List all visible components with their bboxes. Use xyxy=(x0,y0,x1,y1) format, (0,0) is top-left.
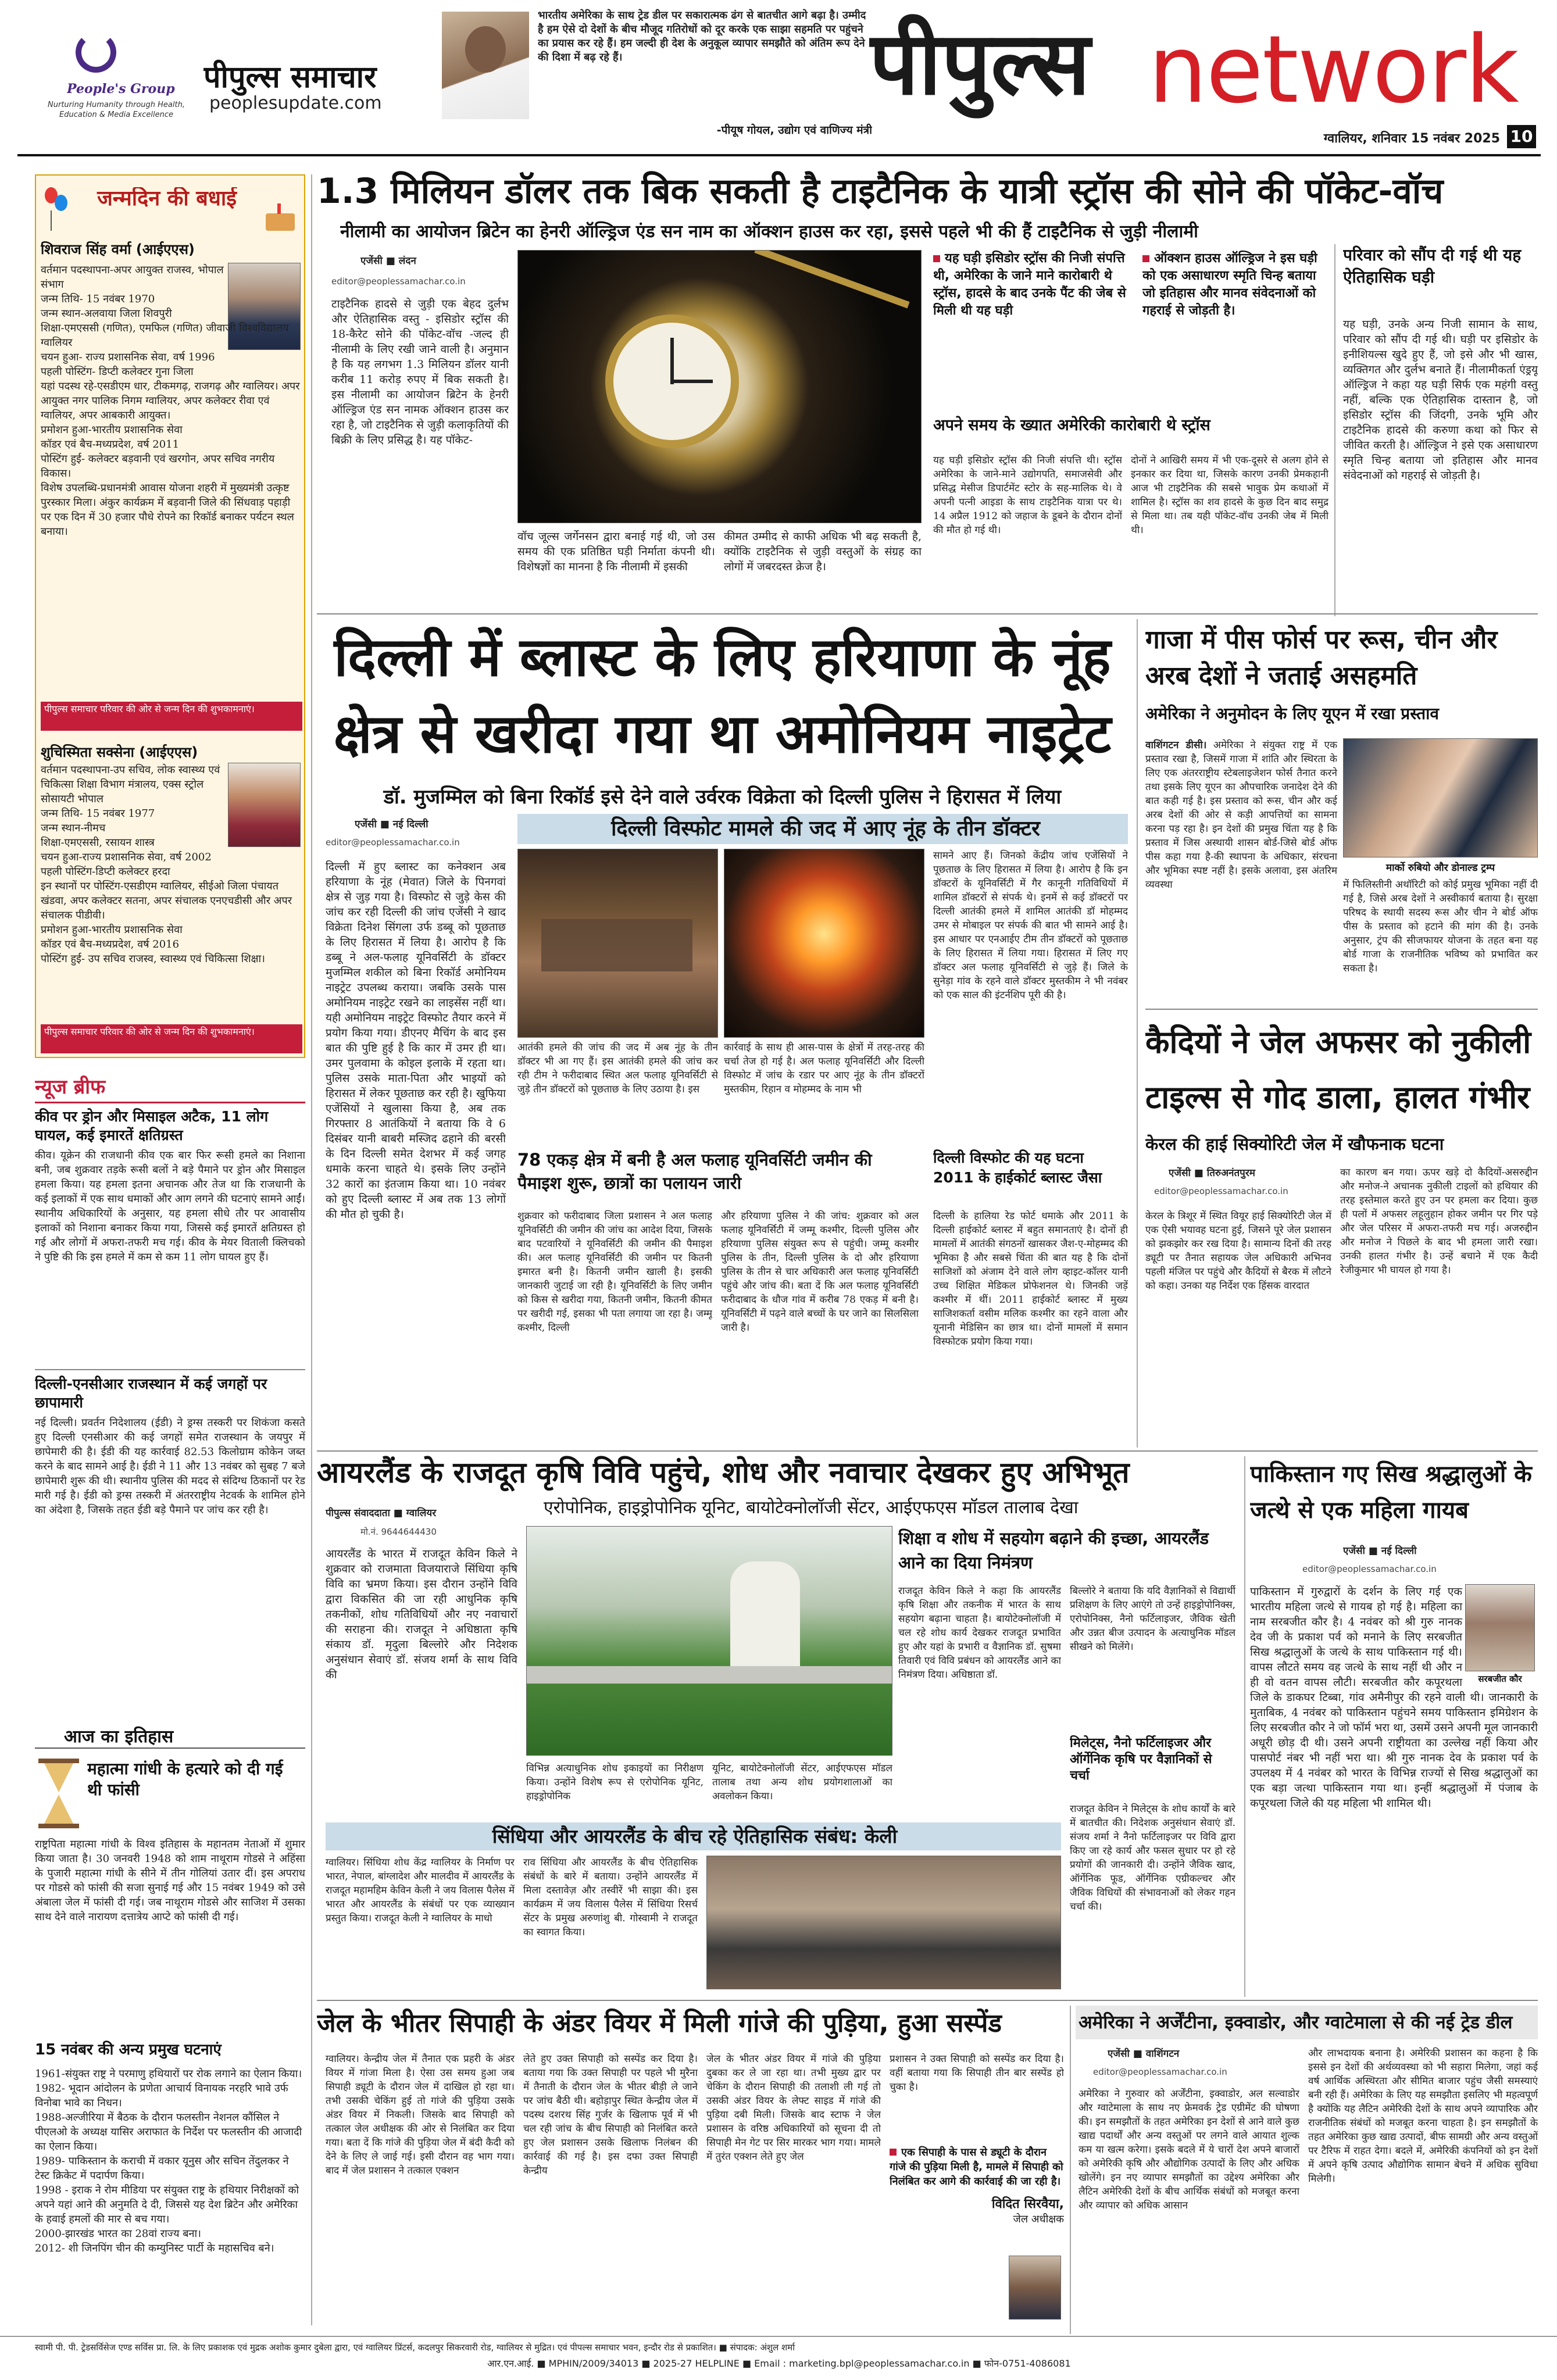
quote-author: -पीयूष गोयल, उद्योग एवं वाणिज्य मंत्री xyxy=(716,124,872,137)
divider xyxy=(1334,244,1335,616)
minister-quote: भारतीय अमेरिका के साथ ट्रेड डील पर सकारात्मक ढंग से बातचीत आगे बढ़ा है। उम्मीद है हम ऐसे दो देशों के बीच मौजूद गतिरोधों को दूर करके एक साझा सहमति पर पहुंचने का प्रयास कर रहे हैं। हम जल्दी ही देश के अनुकूल व्यापार समझौते को अंतिम रूप देने की दिशा में बढ़ रहे हैं। xyxy=(538,9,866,63)
pakistan-body xyxy=(1250,1584,1538,1997)
minister-photo xyxy=(442,12,529,119)
person1-bio-line: जन्म स्थान-अलवाया जिला शिवपुरी xyxy=(41,308,172,320)
bullet-icon xyxy=(890,2149,897,2156)
delhi-byline: एजेंसी ■ नई दिल्ली xyxy=(355,819,428,830)
person1-wish: पीपुल्स समाचार परिवार की ओर से जन्म दिन की शुभकामनाएं। xyxy=(41,702,302,731)
brief2-headline: दिल्ली-एनसीआर राजस्थान में कई जगहों पर छापामारी xyxy=(35,1375,267,1411)
divider xyxy=(35,1369,305,1370)
delhi-box-headline: दिल्ली विस्फोट मामले की जद में आए नूंह के तीन डॉक्टर xyxy=(611,817,1040,841)
ireland-sub2-col2: राव सिंधिया और आयरलैंड के बीच ऐतिहासिक संबंधों के बारे में बताया। उन्होंने आयरलैंड में मिला दस्तावेज़ और तस्वीरें भी साझा की। इस कार्यक्रम में जय विलास पैलेस में सिंधिया रिसर्च सेंटर के प्रमुख अरुणांशु बी. गोस्वामी ने राजदूत का स्वागत किया। xyxy=(523,1857,698,1938)
event-item: 2012- शी जिनपिंग चीन की कम्युनिस्ट पार्टी के महासचिव बने। xyxy=(35,2242,274,2254)
gaza-subhead: अमेरिका ने अनुमोदन के लिए यूएन में रखा प्रस्ताव xyxy=(1145,704,1439,723)
titanic-callout-1 xyxy=(933,250,1131,395)
person2-bio-line: इन स्थानों पर पोस्टिंग-एसडीएम ग्वालियर, सीईओ जिला पंचायत खंडवा, अपर कलेक्टर सतना, अपर संचालक एनएचडीसी और अपर संचालक पीडीवी। xyxy=(41,880,292,921)
trade-headline: अमेरिका ने अर्जेंटीना, इक्वाडोर, और ग्वाटेमाला से की नई ट्रेड डील xyxy=(1079,2012,1513,2033)
person2-name: शुचिस्मिता सक्सेना (आईएएस) xyxy=(41,744,198,760)
person1-bio-line: विशेष उपलब्धि-प्रधानमंत्री आवास योजना शहरी में मुख्यमंत्री उत्कृष्ट पुरस्कार मिला। अंकुर कार्यक्रम में बड़वानी जिले की सिंधवाड़ पहाड़ी पर एक दिन में 30 हजार पौधे रोपने का रिकॉर्ड बनाकर पर्यटन स्थल बनाया। xyxy=(41,482,294,538)
gaza-body-1 xyxy=(1145,738,1337,1003)
titanic-body-col3: कीमत उम्मीद से काफी अधिक भी बढ़ सकती है, क्योंकि टाइटैनिक से जुड़ी वस्तुओं के संग्रह का लोगों में जबरदस्त क्रेज है। xyxy=(724,530,922,573)
titanic-subhead: नीलामी का आयोजन ब्रिटेन का हेनरी ऑल्ड्रिज एंड सन नाम का ऑक्शन हाउस कर रहा, इससे पहले भी की हैं टाइटैनिक से जुड़ी नीलामी xyxy=(340,221,1198,242)
history-body: राष्ट्रपिता महात्मा गांधी के विश्व इतिहास के महानतम नेताओं में शुमार किया जाता है। 30 जनवरी 1948 को शाम नाथूराम गोडसे ने अहिंसा के पुजारी महात्मा गांधी के सीने में तीन गोलियां उतार दीं। इस अपराध पर गोडसे को फांसी की सजा सुनाई गई और 15 नवंबर 1949 को उसे अंबाला जेल में फांसी दी गई। जब नाथूराम गोडसे और साजिश में उसका साथ देने वाले नारायण दत्तात्रेय आप्टे को फांसी दी गई। xyxy=(35,1838,305,1923)
bullet-icon xyxy=(933,255,940,262)
titanic-email: editor@peoplessamachar.co.in xyxy=(331,276,466,287)
divider xyxy=(1145,1009,1538,1010)
group-name: People's Group xyxy=(67,81,175,97)
sidebar xyxy=(35,174,305,2325)
person1-name: शिवराज सिंह वर्मा (आईएएस) xyxy=(41,241,195,258)
events-title: 15 नवंबर की अन्य प्रमुख घटनाएं xyxy=(35,2041,222,2059)
delhi-box-caption-1: आतंकी हमले की जांच की जद में अब नूंह के तीन डॉक्टर भी आ गए हैं। इस आतंकी हमले की जांच कर रही टीम ने फरीदाबाद स्थित अल फलाह यूनिवर्सिटी से जुड़े तीन डॉक्टरों को पूछताछ के लिए उठाया है। इस xyxy=(517,1042,718,1095)
person2-bio-line: जन्म तिथि- 15 नवंबर 1977 xyxy=(41,807,155,820)
person2-bio-line: चयन हुआ-राज्य प्रशासनिक सेवा, वर्ष 2002 xyxy=(41,851,212,863)
delhi-sub-col2: और हरियाणा पुलिस ने की जांच: शुक्रवार को अल फलाह यूनिवर्सिटी में जम्मू कश्मीर, दिल्ली पुलिस और हरियाणा पुलिस संयुक्त रूप से पहुंची। जम्मू कश्मीर पुलिस के तीन, दिल्ली पुलिस के दो और हरियाणा पुलिस के तीन से चार अधिकारी अल फलाह यूनिवर्सिटी पहुंचे और जांच की। बता दें कि अल फलाह यूनिवर्सिटी फरीदाबाद के धौज गांव में करीब 78 एकड़ में बनी है। यूनिवर्सिटी में पढ़ने वाले बच्चों के घर जाने का सिलसिला जारी है। xyxy=(721,1210,919,1334)
delhi-sub2-body: दिल्ली के हालिया रेड फोर्ट धमाके और 2011 के दिल्ली हाईकोर्ट ब्लास्ट में बहुत समानताएं है। दोनों ही मामलों में आतंकी संगठनों खासकर जैश-ए-मोहम्मद की भूमिका है और सबसे चिंता की बात यह है कि दोनों साजिशों को अंजाम देने वाले लोग व्हाइट-कॉलर यानी उच्च शिक्षित मेडिकल प्रोफेशनल थे। जिनकी जड़ें कश्मीर में थीं। 2011 हाईकोर्ट ब्लास्ट में मुख्य साजिशकर्ता वसीम मलिक कश्मीर का रहने वाला और यूनानी मेडिसिन का छात्र था। दोनों मामलों में समान विस्फोटक प्रयोग किया गया। xyxy=(933,1210,1128,1348)
ireland-sub1-headline: शिक्षा व शोध में सहयोग बढ़ाने की इच्छा, आयरलैंड आने का दिया निमंत्रण xyxy=(898,1528,1209,1573)
callout-text: यह घड़ी इसिडोर स्ट्रॉस की निजी संपत्ति थी, अमेरिका के जाने माने कारोबारी थे स्ट्रॉस, हादसे के बाद उनके पैंट की जेब से मिली थी यह घड़ी xyxy=(933,251,1126,318)
brief2-body: नई दिल्ली। प्रवर्तन निदेशालय (ईडी) ने ड्रग्स तस्करी पर शिकंजा कसते हुए दिल्ली एनसीआर की कई जगहों समेत राजस्थान के जयपुर में छापेमारी की है। ईडी की यह कार्रवाई 82.53 किलोग्राम कोकेन जब्त करने के बाद सामने आई है। ईडी ने 11 और 13 नवंबर को सुबह 7 बजे छापेमारी शुरू की थी। स्थानीय पुलिस की मदद से संदिग्ध ठिकानों पर रेड मारी गई है। ईडी को ड्रग्स तस्करी में अंतरराष्ट्रीय नेटवर्क के शामिल होने का अंदेशा है, जिसके तहत ईडी बड़े पैमाने पर जांच कर रही है। xyxy=(35,1417,305,1516)
brief1-headline: कीव पर ड्रोन और मिसाइल अटैक, 11 लोग घायल, कई इमारतें क्षतिग्रस्त xyxy=(35,1108,269,1143)
ireland-sub2-col1: ग्वालियर। सिंधिया शोध केंद्र ग्वालियर के निर्माण पर भारत, नेपाल, बांग्लादेश और मालदीव में आयरलैंड के राजदूत महामहिम केविन केली ने जय विलास पैलेस में भारत और आयरलैंड के संबंधों पर एक व्याख्यान प्रस्तुत किया। राजदूत केली ने ग्वालियर के माधो xyxy=(326,1857,515,1924)
titanic-callout-2 xyxy=(1142,250,1329,395)
blast-crowd-photo xyxy=(517,849,718,1038)
footer xyxy=(0,2336,1557,2380)
titanic-watch-photo xyxy=(517,250,922,523)
event-item: 2000-झारखंड भारत का 28वां राज्य बना। xyxy=(35,2228,201,2240)
divider xyxy=(317,1450,1538,1452)
person1-bio-line: शिक्षा-एमएससी (गणित), एमफिल (गणित) जीवाजी विश्वविद्यालय ग्वालियर xyxy=(41,322,289,349)
pakistan-body-text: पाकिस्तान में गुरुद्वारों के दर्शन के लिए गई एक भारतीय महिला जत्थे से गायब हो गई है। महिला का नाम सरबजीत कौर है। 4 नवंबर को श्री गुरु नानक देव जी के प्रकाश पर्व को मनाने के लिए सरबजीत सिख श्रद्धालुओं के जत्थे के साथ पाकिस्तान गई थी। वापस लौटते समय वह जत्थे के साथ नहीं थी और न ही वो वतन वापस लौटी। सरबजीत कौर कपूरथला जिले के डाकघर टिब्बा, गांव अमैनीपुर की रहने वाली थी। जानकारी के मुताबिक, 4 नवंबर को पाकिस्तान पहुंचने समय पाकिस्तान इमिग्रेशन के लिए सरबजीत कौर ने जो फॉर्म भरा था, उसमें उसने अपनी मूल जानकारी अधूरी छोड़ दी थी। उसने अपनी राष्ट्रीयता का उल्लेख नहीं किया और पासपोर्ट नंबर भी नहीं भरा था। श्री गुरु नानक देव के प्रकाश पर्व के उपलक्ष्य में 4 नवंबर को भारत के विभिन्न राज्यों से सिख श्रद्धालुओं का एक बड़ा जत्था पाकिस्तान गया था। इन्हीं श्रद्धालुओं में पंजाब के कपूरथला जिले की यह महिला भी शामिल थी। xyxy=(1250,1585,1538,1810)
titanic-sub2-headline: अपने समय के ख्यात अमेरिकी कारोबारी थे स्ट्रॉस xyxy=(933,416,1210,434)
person2-bio-line: पहली पोस्टिंग-डिप्टी कलेक्टर हरदा xyxy=(41,866,170,878)
ireland-subhead: एरोपोनिक, हाइड्रोपोनिक यूनिट, बायोटेक्नोलॉजी सेंटर, आईएफएस मॉडल तालाब देखा xyxy=(544,1498,1079,1518)
delhi-sub-col1: शुक्रवार को फरीदाबाद जिला प्रशासन ने अल फलाह यूनिवर्सिटी की जमीन की जांच का आदेश दिया, जिसके बाद पटवारियों ने यूनिवर्सिटी की जमीन की पैमाइश की। अल फलाह यूनिवर्सिटी की जमीन पर कितनी इमारत बनी है। कितनी जमीन खाली है। इसकी जानकारी जुटाई जा रही है। यूनिवर्सिटी के लिए जमीन को किस से खरीदा गया, कितनी जमीन, कितनी कीमत पर खरीदी गई, इसका भी पता लगाया जा रहा है। जम्मू कश्मीर, दिल्ली xyxy=(517,1210,712,1334)
person2-wish: पीपुल्स समाचार परिवार की ओर से जन्म दिन की शुभकामनाएं। xyxy=(41,1024,302,1053)
gaza-body-text: अमेरिका ने संयुक्त राष्ट्र में एक प्रस्ताव रखा है, जिसमें गाजा में शांति और स्थिरता के लिए एक अंतरराष्ट्रीय स्टेबलाइजेशन फोर्स तैनात करने तथा इसके लिए यूएन का औपचारिक जनादेश देने की बात कही गई है। इस प्रस्ताव को रूस, चीन और कई अरब देशों की ओर से कड़ी आपत्तियों का सामना करना पड़ रहा है। इन देशों की प्रमुख चिंता यह है कि प्रस्ताव में जिस अस्थायी शासन बोर्ड-जिसे बोर्ड ऑफ पीस कहा गया है-की स्थापना के अधिकार, संरचना और भूमिका स्पष्ट नहीं है। इसके अलावा, इस अंतरिम व्यवस्था xyxy=(1145,739,1337,891)
person1-bio-line: यहां पदस्थ रहे-एसडीएम धार, टीकमगढ़, राजगढ़ और ग्वालियर। अपर आयुक्त नगर पालिक निगम ग्वालियर, अपर कलेक्टर रीवा एवं ग्वालियर, अपर आबकारी आयुक्त। xyxy=(41,380,300,421)
trade-col2: और लाभदायक बनाना है। अमेरिकी प्रशासन का कहना है कि इससे इन देशों की अर्थव्यवस्था को भी सहारा मिलेगा, जहां कई वर्ष आर्थिक अस्थिरता और सीमित बाजार पहुंच जैसी समस्याएं बनी रही हैं। अमेरिका के लिए यह समझौता इसलिए भी महत्वपूर्ण है क्योंकि यह लैटिन अमेरिकी देशों के साथ अपने व्यापारिक और राजनीतिक संबंधों को मजबूत करना चाहता है। इन समझौतों के तहत अमेरिका कुछ खाद्य उत्पादों, बीफ सामग्री और अन्य वस्तुओं पर टैरिफ में राहत देगा। बदले में, अमेरिकी कंपनियों को इन देशों में अपने कृषि उत्पाद औद्योगिक सामान बेचने में अधिक सुविधा मिलेगी। xyxy=(1308,2047,1538,2185)
divider xyxy=(1070,2006,1071,2334)
ireland-headline: आयरलैंड के राजदूत कृषि विवि पहुंचे, शोध और नवाचार देखकर हुए अभिभूत xyxy=(317,1456,1130,1489)
kerala-email: editor@peoplessamachar.co.in xyxy=(1154,1186,1288,1196)
ireland-greenhouse-photo xyxy=(526,1526,892,1756)
news-brief-title: न्यूज ब्रीफ xyxy=(35,1073,305,1103)
titanic-body-col2: वॉच जूल्स जर्गेनसन द्वारा बनाई गई थी, जो उस समय की एक प्रतिष्ठित घड़ी निर्माता कंपनी थी। विशेषज्ञों का मानना है कि नीलामी में इसकी xyxy=(517,530,715,573)
jail-headline: जेल के भीतर सिपाही के अंडर वियर में मिली गांजे की पुड़िया, हुआ सस्पेंड xyxy=(317,2009,1002,2038)
delhi-headline: दिल्ली में ब्लास्ट के लिए हरियाणा के नूंह क्षेत्र से खरीदा गया था अमोनियम नाइट्रेट xyxy=(333,626,1112,765)
person2-bio-line: कॉडर एवं बैच-मध्यप्रदेश, वर्ष 2016 xyxy=(41,938,180,950)
ireland-sub2-headline: सिंधिया और आयरलैंड के बीच रहे ऐतिहासिक संबंध: केली xyxy=(492,1825,898,1847)
history-box xyxy=(35,1724,305,2325)
person1-bio-line: पहली पोस्टिंग- डिप्टी कलेक्टर गुना जिला xyxy=(41,366,194,378)
titanic-sub2-col1: यह घड़ी इसिडोर स्ट्रॉस की निजी संपत्ति थी। स्ट्रॉस अमेरिका के जाने-माने उद्योगपति, समाजसेवी और प्रसिद्ध मेसीज डिपार्टमेंट स्टोर के सह-मालिक थे। वे अपनी पत्नी आइडा के साथ टाइटैनिक यात्रा पर थे। 14 अप्रैल 1912 को जहाज के डूबने के दौरान दोनों की मौत हो गई थी। xyxy=(933,455,1122,536)
footer-line-1: स्वामी पी. पी. ट्रेडसर्विसेज एण्ड सर्विस प्रा. लि. के लिए प्रकाशक एवं मुद्रक अशोक कुमार दुबेला द्वारा, एवं ग्वालियर प्रिंटर्स, कदलपुर सिकरवारी रोड, ग्वालियर से मुद्रित। एवं पीपल्स समाचार भवन, इन्दौर रोड से प्रकाशित। ■ संपादक: अंशुल शर्मा xyxy=(35,2342,795,2353)
jail-superintendent-photo xyxy=(1009,2256,1061,2320)
ireland-sub3-headline: मिलेट्स, नैनो फर्टिलाइजर और ऑर्गेनिक कृषि पर वैज्ञानिकों से चर्चा xyxy=(1070,1736,1212,1783)
group-tagline: Nurturing Humanity through Health, Education & Media Excellence xyxy=(48,101,185,119)
jail-col4: प्रशासन ने उक्त सिपाही को सस्पेंड कर दिया है। वहीं बताया गया कि सिपाही तीन बार सस्पेंड हो चुका है। xyxy=(890,2053,1064,2093)
titanic-sub2-col2: दोनों ने आखिरी समय में भी एक-दूसरे से अलग होने से इनकार कर दिया था, जिसके कारण उनकी प्रेमकहानी आज भी टाइटैनिक की सबसे भावुक प्रेम कथाओं में शामिल है। स्ट्रॉस का शव हादसे के कुछ दिन बाद समुद्र से मिला था। तब यही पॉकेट-वॉच उनकी जेब में मिली थी। xyxy=(1131,455,1329,536)
person2-bio-line: शिक्षा-एमएससी, रसायन शास्त्र xyxy=(41,837,155,849)
ireland-lecture-photo xyxy=(706,1856,1061,1989)
person2-bio-line: जन्म स्थान-नीमच xyxy=(41,822,106,834)
paper-name: पीपुल्स समाचार xyxy=(203,60,377,95)
trade-col1: अमेरिका ने गुरुवार को अर्जेंटीना, इक्वाडोर, अल सल्वाडोर और ग्वाटेमाला के साथ नए फ्रेमवर्क ट्रेड एग्रीमेंट की घोषणा की। इन समझौतों के तहत अमेरिका इन देशों से आने वाले कुछ खाद्य पदार्थों और अन्य वस्तुओं पर लगने वाले आयात शुल्क कम या खत्म करेगा। इसके बदले में ये चारों देश अपने बाजारों को अमेरिकी कृषि और औद्योगिक उत्पादों के लिए और अधिक खोलेंगे। इन नए व्यापार समझौतों का उद्देश्य अमेरिका और लैटिन अमेरिकी देशों के बीच आर्थिक संबंधों को मजबूत करना और व्यापार को अधिक आसान xyxy=(1079,2088,1299,2211)
gaza-photo-caption: मार्को रुबियो और डोनाल्ड ट्रम्प xyxy=(1385,862,1495,874)
jail-quote: एक सिपाही के पास से ड्यूटी के दौरान गांजे की पुड़िया मिली है, मामले में सिपाही को निलंबित कर आगे की कार्रवाई की जा रही है। xyxy=(890,2146,1063,2188)
delhi-subhead: डॉ. मुजम्मिल को बिना रिकॉर्ड इसे देने वाले उर्वरक विक्रेता को दिल्ली पुलिस ने हिरासत में लिया xyxy=(383,785,1062,809)
delhi-box-caption-2: कार्रवाई के साथ ही आस-पास के क्षेत्रों में तरह-तरह की चर्चा तेज हो गई है। अल फलाह यूनिवर्सिटी और दिल्ली विस्फोट में जांच के रडार पर आए नूंह के तीन डॉक्टरों मुस्तकीम, रिहान व मोहम्मद के नाम भी xyxy=(724,1042,924,1095)
titanic-headline: 1.3 मिलियन डॉलर तक बिक सकती है टाइटैनिक के यात्री स्ट्रॉस की सोने की पॉकेट-वॉच xyxy=(317,171,1444,212)
kerala-byline: एजेंसी ■ तिरुअनंतपुरम xyxy=(1169,1167,1255,1179)
jail-col2: लेते हुए उक्त सिपाही को सस्पेंड कर दिया है। बताया गया कि उक्त सिपाही पर पहले भी मुरैना में तैनाती के दौरान जेल के भीतर बीड़ी ले जाने पर जांच बैठी थी। बहोड़ापुर स्थित केन्द्रीय जेल में पदस्थ दशरथ सिंह गुर्जर के खिलाफ पूर्व में भी चल रही जांच के बीच सिपाही को निलंबित करते हुए जेल प्रशासन उसके खिलाफ निलंबन की कार्रवाई की गई है। इस दफा उक्त सिपाही केन्द्रीय xyxy=(523,2053,698,2177)
event-item: 1988-अल्जीरिया में बैठक के दौरान फलस्तीन नेशनल कौंसिल ने पीएलओ के अध्यक्ष यासिर अराफात के निर्देश पर फलस्तीन की आजादी का ऐलान किया। xyxy=(35,2111,302,2153)
ireland-sub1-col2: बिल्लोरे ने बताया कि यदि वैज्ञानिकों से विद्यार्थी प्रशिक्षण के लिए आएंगे तो उन्हें हाइड्रोपोनिक्स, एरोपोनिक्स, नैनो फर्टिलाइजर, जैविक खेती और उन्नत बीज उत्पादन के अत्याधुनिक मॉडल सीखने को मिलेंगे। xyxy=(1070,1585,1235,1653)
titanic-side-body: यह घड़ी, उनके अन्य निजी सामान के साथ, परिवार को सौंप दी गई थी। घड़ी पर इसिडोर के इनीशियल्स खुदे हुए हैं, जो इसे और भी खास, व्यक्तिगत और दुर्लभ बनाते हैं। नीलामीकर्ता एंड्रयू ऑल्ड्रिज ने कहा यह घड़ी सिर्फ एक महंगी वस्तु नहीं, बल्कि एक ऐतिहासिक दास्तान है, जो इसिडोर स्ट्रॉस की जिंदगी, उनके भूमि और टाइटैनिक हादसे की करुणा कथा को फिर से जीवित करती है। ऑल्ड्रिज ने इसे एक असाधारण स्मृति चिन्ह बताया जो इतिहास और मानव संवेदनाओं को गहराई से जोड़ती है। xyxy=(1343,318,1538,482)
delhi-body: दिल्ली में हुए ब्लास्ट का कनेक्शन अब हरियाणा के नूंह (मेवात) जिले के पिनगवां क्षेत्र से जुड़ गया है। विस्फोट से जुड़े केस की जांच कर रही दिल्ली की जांच एजेंसी ने खाद विक्रेता दिनेश सिंगला उर्फ डब्बू को पूछताछ के लिए हिरासत में लिया है। आरोप है कि डब्बू ने अल-फलाह यूनिवर्सिटी के डॉक्टर मुजम्मिल शकील को बिना रिकॉर्ड अमोनियम नाइट्रेट उपलब्ध कराया। जबकि उसके पास अमोनियम नाइट्रेट रखने का लाइसेंस नहीं था। यही अमोनियम नाइट्रेट विस्फोट तैयार करने में प्रयोग किया गया। डीएनए मैचिंग के बाद इस बात की पुष्टि हुई है कि कार में उमर ही था। उमर पुलवामा के कोइल इलाके में रहता था। पुलिस उसके माता-पिता और भाइयों को हिरासत में लेकर पूछताछ कर रही है। खुफिया एजेंसियों ने खुलासा किया है, अब तक गिरफ्तार 8 आतंकियों ने बताया कि वे 6 दिसंबर यानी बाबरी मस्जिद ढहाने की बरसी के दिन दिल्ली समेत देशभर में कई जगह धमाके करना चाहते थे। इसके लिए उन्होंने 32 कारों का इंतजाम किया था। 10 नवंबर को हुए दिल्ली ब्लास्ट में अब तक 13 लोगों की मौत हो चुकी है। xyxy=(326,860,506,1221)
network-latin: network xyxy=(1148,20,1518,124)
rubio-trump-photo xyxy=(1343,738,1538,857)
footer-line-2: आर.एन.आई. ■ MPHIN/2009/34013 ■ 2025-27 HELPLINE ■ Email : marketing.bpl@peoplessamachar.co.in ■ फोन-0751-4086081 xyxy=(487,2358,1071,2369)
person1-bio-line: प्रमोशन हुआ-भारतीय प्रशासनिक सेवा xyxy=(41,424,183,436)
kerala-headline: कैदियों ने जेल अफसर को नुकीली टाइल्स से गोद डाला, हालत गंभीर xyxy=(1145,1024,1531,1116)
person1-bio-line: चयन हुआ- राज्य प्रशासनिक सेवा, वर्ष 1996 xyxy=(41,351,215,363)
titanic-byline: एजेंसी ■ लंदन xyxy=(360,255,416,267)
ireland-body: आयरलैंड के भारत में राजदूत केविन किले ने शुक्रवार को राजमाता विजयाराजे सिंधिया कृषि विवि का भ्रमण किया। इस दौरान उन्होंने विवि द्वारा विकसित की जा रही आधुनिक कृषि तकनीकों, शोध गतिविधियों और नए नवाचारों की सराहना की। राजदूत ने अधिष्ठाता कृषि संकाय डॉ. मृदुला बिल्लोरे और निदेशक अनुसंधान सेवाएं डॉ. संजय शर्मा के साथ विवि की xyxy=(326,1548,517,1681)
person1-bio-line: कॉडर एवं बैच-मध्यप्रदेश, वर्ष 2011 xyxy=(41,438,180,451)
history-headline: महात्मा गांधी के हत्यारे को दी गई थी फांसी xyxy=(87,1759,283,1799)
trade-email: editor@peoplessamachar.co.in xyxy=(1093,2067,1227,2077)
delhi-box-right: सामने आए हैं। जिनको केंद्रीय जांच एजेंसियों ने पूछताछ के लिए हिरासत में लिया है। आरोप है कि इन डॉक्टरों के यूनिवर्सिटी में गैर कानूनी गतिविधियों में शामिल डॉक्टरों से संपर्क थे। इनमें से कई डॉक्टरों पर दिल्ली आतंकी हमले में शामिल आतंकी डॉ मोहम्मद उमर से मोबाइल पर संपर्क की बात भी सामने आई है। इस आधार पर एनआईए टीम तीन डॉक्टरों को पूछताछ के लिए हिरासत में लिया गया। हिरासत में लिए गए डॉक्टर अल फलाह यूनिवर्सिटी से जुड़े हैं। जिले के सुनेड़ा गांव के रहने वाले डॉक्टर मुस्तकीम ने भी नवंबर को एक साल की इंटर्नशिप पूरी की है। xyxy=(933,850,1128,1001)
event-item: 1989- पाकिस्तान के कराची में वकार यूनुस और सचिन तेंदुलकर ने टेस्ट क्रिकेट में पदार्पण किया। xyxy=(35,2155,289,2182)
event-item: 1982- भूदान आंदोलन के प्रणेता आचार्य विनायक नरहरि भावे उर्फ विनोबा भावे का निधन। xyxy=(35,2082,288,2109)
jail-col1b-text: गई। इसी दौरान वह भाग गया। बाद में जेल प्रशासन ने तत्काल एक्शन xyxy=(326,2151,515,2177)
gaza-headline: गाजा में पीस फोर्स पर रूस, चीन और अरब देशों ने जताई असहमति xyxy=(1145,625,1498,691)
ireland-photo-caption-2: यूनिट, बायोटेक्नोलॉजी सेंटर, आईएफएस मॉडल तालाब तथा अन्य शोध प्रयोगशालाओं का अवलोकन किया। xyxy=(712,1763,892,1802)
jail-quote-role: जेल अधीक्षक xyxy=(1013,2213,1064,2225)
pakistan-photo-caption: सरबजीत कौर xyxy=(1478,1674,1522,1684)
page-number: 10 xyxy=(1507,125,1536,148)
divider xyxy=(317,613,1538,614)
divider xyxy=(1137,619,1138,1448)
birthday-box xyxy=(35,174,305,1058)
titanic-side-headline: परिवार को सौंप दी गई थी यह ऐतिहासिक घड़ी xyxy=(1343,245,1522,287)
history-title: आज का इतिहास xyxy=(35,1724,305,1749)
delhi-sub-headline: 78 एकड़ क्षेत्र में बनी है अल फलाह यूनिवर्सिटी जमीन की पैमाइश शुरू, छात्रों का पलायन जारी xyxy=(517,1150,872,1193)
hourglass-icon xyxy=(38,1759,79,1828)
person2-bio xyxy=(41,763,302,1019)
pakistan-email: editor@peoplessamachar.co.in xyxy=(1302,1564,1437,1574)
trade-byline: एजेंसी ■ वाशिंगटन xyxy=(1108,2048,1180,2060)
edition-date: ग्वालियर, शनिवार 15 नवंबर 2025 xyxy=(1323,131,1500,146)
person1-bio-line: पोस्टिंग हुई- कलेक्टर बड़वानी एवं खरगोन, अपर सचिव नगरीय विकास। xyxy=(41,453,275,480)
pakistan-headline: पाकिस्तान गए सिख श्रद्धालुओं के जत्थे से एक महिला गायब xyxy=(1250,1461,1532,1524)
event-item: 1961-संयुक्त राष्ट्र ने परमाणु हथियारों पर रोक लगाने का ऐलान किया। xyxy=(35,2068,302,2080)
blast-fire-photo xyxy=(724,849,924,1038)
person1-bio-line: वर्तमान पदस्थापना-अपर आयुक्त राजस्व, भोपाल संभाग xyxy=(41,264,224,291)
cake-icon xyxy=(263,199,298,231)
pakistan-byline: एजेंसी ■ नई दिल्ली xyxy=(1343,1545,1417,1557)
person1-bio xyxy=(41,263,302,745)
sidebar-divider xyxy=(311,174,312,2325)
balloons-icon xyxy=(42,184,71,231)
person2-bio-line: प्रमोशन हुआ-भारतीय प्रशासनिक सेवा xyxy=(41,924,183,936)
kerala-body-2: का कारण बन गया। ऊपर खड़े दो कैदियों-असरुद्दीन और मनोज-ने अचानक नुकीली टाइलों को हथियार की तरह इस्तेमाल करते हुए उन पर हमला कर दिया। कुछ ही पलों में अफसर लहूलुहान होकर जमीन पर गिर पड़े और जेल परिसर में अफरा-तफरी मच गई। अजरुद्दीन और मनोज ने पिछले के बाद भी हमला जारी रखा। उनकी हालत गंभीर है। उन्हें बचाने में एक कैदी रेजीकुमार भी घायल हो गया है। xyxy=(1340,1167,1538,1276)
ireland-sub3-body: राजदूत केविन ने मिलेट्स के शोध कार्यों के बारे में बातचीत की। निदेशक अनुसंधान सेवाएं डॉ. संजय शर्मा ने नैनो फर्टिलाइजर पर विवि द्वारा किए जा रहे कार्य और फसल सुधार पर हो रहे प्रयोगों की जानकारी दी। उन्होंने जैविक खाद, ऑर्गेनिक फूड, ऑर्गेनिक एग्रीकल्चर और जैविक विधियों की संभावनाओं को लेकर गहन चर्चा की। xyxy=(1070,1803,1235,1913)
divider xyxy=(1244,1456,1245,1997)
paper-url: peoplesupdate.com xyxy=(209,93,382,113)
ireland-photo-caption-1: विभिन्न अत्याधुनिक शोध इकाइयों का निरीक्षण किया। उन्होंने विशेष रूप से एरोपोनिक यूनिट, हाइड्रोपोनिक xyxy=(526,1763,703,1802)
bullet-icon xyxy=(1142,255,1149,262)
kerala-body-1: केरल के त्रिशूर में स्थित वियूर हाई सिक्योरिटी जेल में एक ऐसी भयावह घटना हुई, जिसने पूरे जेल प्रशासन को झकझोर कर रख दिया है। सामान्य दिनों की तरह ड्यूटी पर तैनात सहायक जेल अधिकारी अभिनव पहली मंजिल पर पहुंचे और कैदियों से बैरक में लौटने को कहा। उनका यह निर्देश एक हिंसक वारदात xyxy=(1145,1210,1331,1292)
delhi-sub2-headline: दिल्ली विस्फोट की यह घटना 2011 के हाईकोर्ट ब्लास्ट जैसा xyxy=(933,1149,1102,1186)
divider xyxy=(317,2000,1538,2001)
kerala-subhead: केरल की हाई सिक्योरिटी जेल में खौफनाक घटना xyxy=(1145,1134,1444,1154)
ireland-byline: पीपुल्स संवाददाता ■ ग्वालियर xyxy=(326,1507,437,1519)
jail-quote-author: विदित सिरवैया, xyxy=(991,2197,1064,2211)
masthead xyxy=(0,0,1557,166)
events-list xyxy=(35,2067,305,2325)
network-hindi: पीपुल्स xyxy=(869,13,1091,115)
jail-col3: जेल के भीतर अंडर वियर में गांजे की पुड़िया दुबका कर ले जा रहा था। तभी मुख्य द्वार पर चेकिंग के दौरान सिपाही की तलाशी ली गई तो उसकी अंडर वियर के लेफ्ट साइड में गांजे की पुड़िया दबी मिली। जिसके बाद स्टाफ ने जेल प्रशासन के वरिष्ठ अधिकारियों को सूचना दी तो सिपाही मेन गेट पर सिर मारकर भाग गया। मामले में तुरंत एक्शन लेते हुए जेल xyxy=(706,2053,881,2163)
gaza-byline: वाशिंगटन डीसी। xyxy=(1145,739,1207,751)
ireland-sub1-col1: राजदूत केविन किले ने कहा कि आयरलैंड कृषि शिक्षा और तकनीक में भारत के साथ सहयोग बढ़ाना चाहता है। बायोटेक्नोलॉजी में चल रहे शोध कार्य देखकर राजदूत प्रभावित हुए और यहां के प्रभारी व वैज्ञानिक डॉ. सुषमा तिवारी एवं विवि प्रबंधन को आयरलैंड आने का निमंत्रण दिया। अधिष्ठाता डॉ. xyxy=(898,1585,1061,1681)
brief1-body: कीव। यूक्रेन की राजधानी कीव एक बार फिर रूसी हमले का निशाना बनी, जब शुक्रवार तड़के रूसी बलों ने बड़े पैमाने पर ड्रोन और मिसाइल हमला किया। यह हमला इतना अचानक और तेज था कि राजधानी के कई इलाकों में एक साथ धमाकों और आग लगने की घटनाएं सामने आईं। स्थानीय अधिकारियों के अनुसार, यह हमला सीधे तौर पर आवासीय इलाकों को निशाना बनाकर किया गया, जिससे कई इमारतें क्षतिग्रस्त हो गई और लोगों में अफरा-तफरी मच गई। कीव के मेयर विताली क्लिचको ने पुष्टि की कि इस हमले में कम से कम 11 लोग घायल हुए हैं। xyxy=(35,1149,305,1263)
titanic-body-col1: टाइटैनिक हादसे से जुड़ी एक बेहद दुर्लभ और ऐतिहासिक वस्तु - इसिडोर स्ट्रॉस की 18-कैरेट सोने की पॉकेट-वॉच -जल्द ही नीलामी के लिए रखी जाने वाली है। अनुमान है कि यह लगभग 1.3 मिलियन डॉलर यानी करीब 11 करोड़ रुपए में बिक सकती है। इस नीलामी का आयोजन ब्रिटेन के हेनरी ऑल्ड्रिज एंड सन नामक ऑक्शन हाउस कर रहा है, जो टाइटैनिक से जुड़ी कलाकृतियों की बिक्री के लिए प्रसिद्ध है। यह पॉकेट- xyxy=(331,298,509,446)
jail-col1-text: ग्वालियर। केन्द्रीय जेल में तैनात एक प्रहरी के अंडर वियर में गांजा मिला है। ऐसा उस समय हुआ जब सिपाही ड्यूटी के दौरान जेल में दाखिल हो रहा था। तभी उसकी चेकिंग हुई तो गांजे की पुड़िया उसके अंडर वियर में निकली। जिसके बाद सिपाही को तत्काल जेल अधीक्षक की ओर से निलंबित कर दिया गया। बता दें कि गांजे की पुड़िया जेल में बंदी कैदी को देने के लिए ले जाई xyxy=(326,2053,515,2163)
ireland-mobile: मो.नं. 9644644430 xyxy=(360,1527,437,1537)
person2-bio-line: वर्तमान पदस्थापना-उप सचिव, लोक स्वास्थ्य एवं चिकित्सा शिक्षा विभाग मंत्रालय, एक्स स्ट्रोल सोसायटी भोपाल xyxy=(41,764,220,805)
birthday-title: जन्मदिन की बधाई xyxy=(97,187,237,210)
peoples-group-logo-icon xyxy=(76,32,116,73)
gaza-body-2: में फिलिस्तीनी अथॉरिटी को कोई प्रमुख भूमिका नहीं दी गई है, जिसे अरब देशों ने अस्वीकार्य बताया है। सुरक्षा परिषद के स्थायी सदस्य रूस और चीन ने बोर्ड ऑफ पीस के प्रस्ताव को हटाने की मांग की है। उनके अनुसार, ट्रंप की सीजफायर योजना के तहत बना यह बोर्ड गाजा के राजनीतिक भविष्य को प्रभावित कर सकता है। xyxy=(1343,879,1538,974)
delhi-email: editor@peoplessamachar.co.in xyxy=(326,837,460,848)
masthead-rule xyxy=(17,154,1541,156)
callout-text: ऑक्शन हाउस ऑल्ड्रिज ने इस घड़ी को एक असाधारण स्मृति चिन्ह बताया जो इतिहास और मानव संवेदनाओं को गहराई से जोड़ती है। xyxy=(1142,251,1317,318)
person2-bio-line: पोस्टिंग हुई- उप सचिव राजस्व, स्वास्थ्य एवं चिकित्सा शिक्षा। xyxy=(41,953,265,965)
jail-col1 xyxy=(326,2052,515,2334)
event-item: 1998 - इराक ने रोम मीडिया पर संयुक्त राष्ट्र के हथियार निरीक्षकों को अपने यहां आने की अनुमति दे दी, जिससे यह देश ब्रिटेन और अमेरिका के हवाई हमलों की मार से बच गया। xyxy=(35,2184,299,2225)
person1-bio-line: जन्म तिथि- 15 नवंबर 1970 xyxy=(41,293,155,305)
